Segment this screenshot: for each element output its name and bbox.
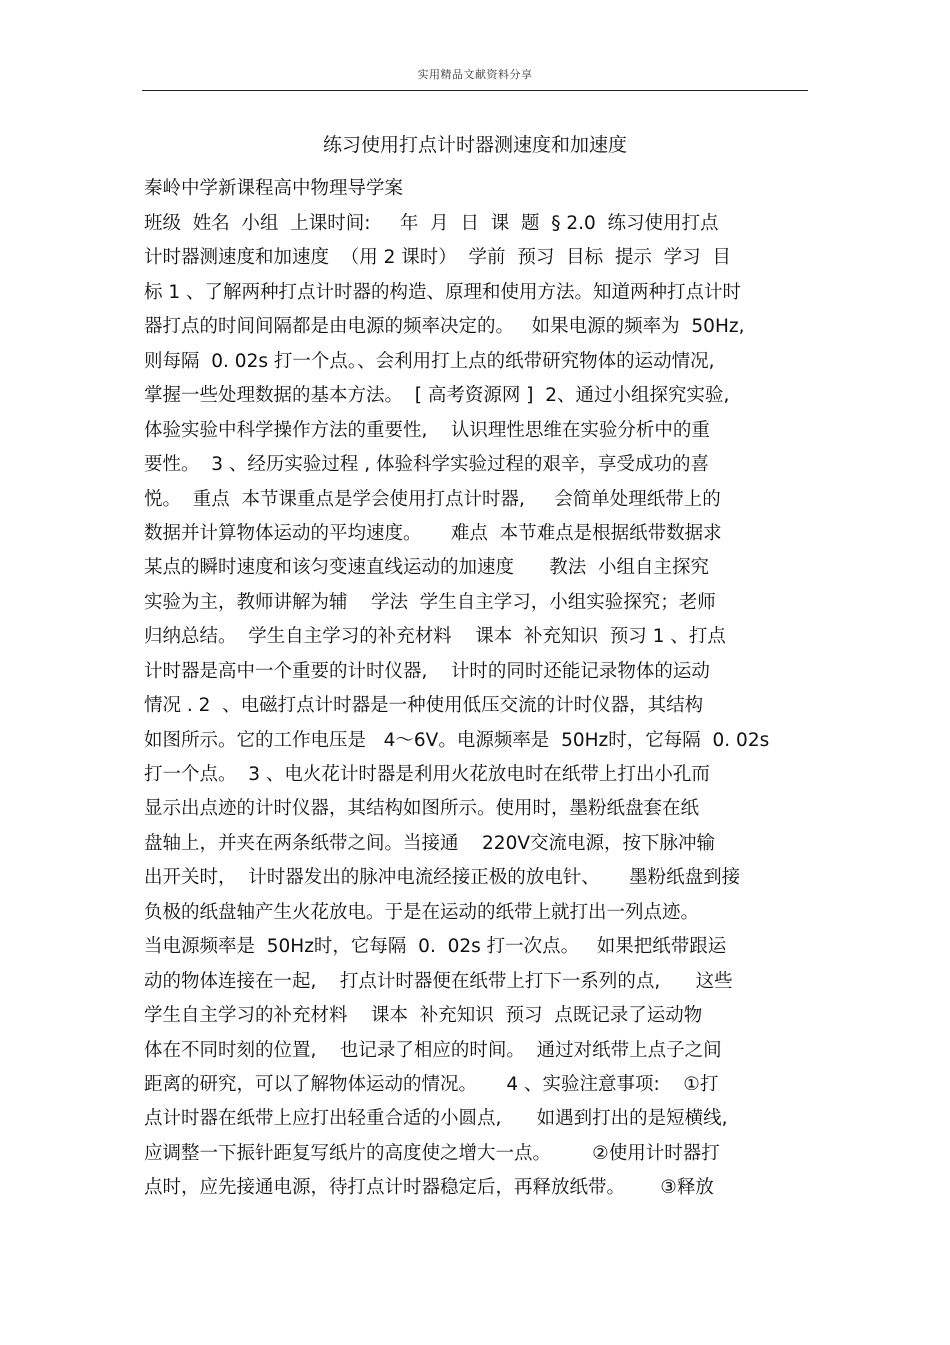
text-line: 要性。 3 、经历实验过程 , 体验科学实验过程的艰辛，享受成功的喜 [144,454,710,476]
text-line: 体验实验中科学操作方法的重要性, 认识理性思维在实验分析中的重 [144,419,710,441]
text-line: 实验为主，教师讲解为辅 学法 学生自主学习，小组实验探究；老师 [144,591,716,613]
document-subtitle: 秦岭中学新课程高中物理导学案 [144,178,404,199]
text-line: 班级 姓名 小组 上课时间: 年 月 日 课 题 § 2.0 练习使用打点 [144,213,719,234]
text-line: 器打点的时间间隔都是由电源的频率决定的。 如果电源的频率为 50Hz, [144,316,745,338]
text-line: 学生自主学习的补充材料 课本 补充知识 预习 点既记录了运动物 [144,1005,703,1027]
text-line: 情况 . 2 、电磁打点计时器是一种使用低压交流的计时仪器，其结构 [144,695,704,717]
text-line: 盘轴上，并夹在两条纸带之间。当接通 220V交流电源，按下脉冲输 [144,832,715,854]
text-line: 出开关时， 计时器发出的脉冲电流经接正极的放电针、 墨粉纸盘到接 [144,867,741,889]
text-line: 掌握一些处理数据的基本方法。 [ 高考资源网 ] 2、通过小组探究实验, [144,385,730,407]
text-line: 打一个点。 3 、电火花计时器是利用火花放电时在纸带上打出小孔而 [144,764,710,785]
text-line: 点计时器在纸带上应打出轻重合适的小圆点, 如遇到打出的是短横线, [144,1108,728,1130]
text-line: 标 1 、了解两种打点计时器的构造、原理和使用方法。知道两种打点计时 [144,281,742,303]
text-line: 距离的研究，可以了解物体运动的情况。 4 、实验注意事项: ①打 [144,1073,719,1095]
body-text [144,207,814,1206]
text-line: 动的物体连接在一起, 打点计时器便在纸带上打下一系列的点, 这些 [144,970,733,992]
page-header: 实用精品文献资料分享 [417,68,533,81]
text-line: 应调整一下振针距复写纸片的高度使之增大一点。 ②使用计时器打 [144,1142,720,1164]
text-line: 归纳总结。 学生自主学习的补充材料 课本 补充知识 预习 1 、打点 [144,626,726,648]
text-line: 数据并计算物体运动的平均速度。 难点 本节难点是根据纸带数据求 [144,522,722,544]
text-line: 点时，应先接通电源，待打点计时器稳定后，再释放纸带。 ③释放 [144,1177,714,1199]
header-divider [142,90,808,91]
document-title: 练习使用打点计时器测速度和加速度 [322,134,627,156]
text-line: 计时器测速度和加速度 （用 2 课时） 学前 预习 目标 提示 学习 目 [144,247,731,269]
text-line: 显示出点迹的计时仪器，其结构如图所示。使用时，墨粉纸盘套在纸 [144,798,700,820]
text-line: 计时器是高中一个重要的计时仪器, 计时的同时还能记录物体的运动 [144,660,710,682]
text-line: 如图所示。它的工作电压是 4～6V。电源频率是 50Hz时，它每隔 0. 02s [144,729,770,751]
text-line: 体在不同时刻的位置, 也记录了相应的时间。 通过对纸带上点子之间 [144,1039,722,1061]
text-line: 负极的纸盘轴产生火花放电。于是在运动的纸带上就打出一列点迹。 [144,901,700,923]
text-line: 则每隔 0. 02s 打一个点。、会利用打上点的纸带研究物体的运动情况, [144,350,715,372]
text-line: 悦。 重点 本节课重点是学会使用打点计时器, 会简单处理纸带上的 [144,488,721,510]
text-line: 某点的瞬时速度和该匀变速直线运动的加速度 教法 小组自主探究 [144,557,710,579]
text-line: 当电源频率是 50Hz时，它每隔 0. 02s 打一次点。 如果把纸带跟运 [144,936,727,958]
